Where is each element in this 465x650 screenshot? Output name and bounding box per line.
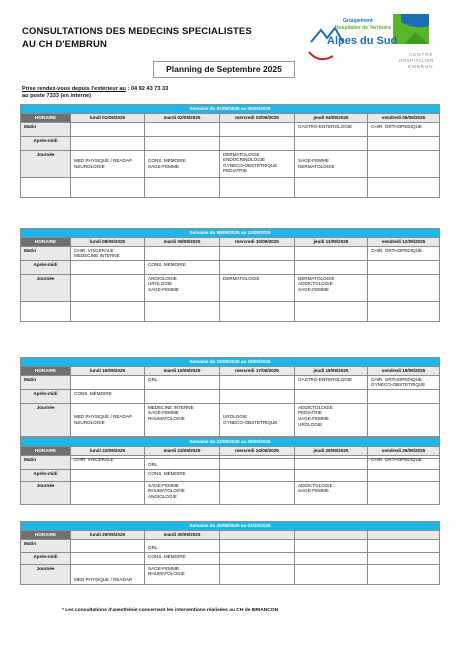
horaire-header: HORAIRE	[21, 113, 71, 122]
schedule-cell: ORL	[145, 455, 220, 469]
day-header: mardi 23/09/2025	[145, 446, 220, 455]
horaire-header: HORAIRE	[21, 237, 71, 246]
schedule-cell	[71, 136, 145, 150]
schedule-cell	[71, 469, 145, 481]
day-header: mardi 30/09/2025	[145, 530, 220, 539]
day-header: vendredi 05/09/2025	[368, 113, 440, 122]
schedule-cell: MED PHYSIQUE / READAP. NEUROLOGIE	[71, 403, 145, 436]
week-title: Semaine du 29/09/2025 au 03/10/2025	[21, 522, 440, 531]
empty-row-cell	[71, 177, 145, 197]
logo-text-2: Hospitalier de Territoire	[335, 25, 392, 31]
schedule-cell: SAGE-FEMME RHUMATOLOGIE	[145, 564, 220, 584]
schedule-cell: ADDICTOLOGIE PEDIATRIE SAGE-FEMME UROLOGIE	[295, 403, 368, 436]
schedule-cell: MED PHYSIQUE / READAP.	[71, 564, 145, 584]
schedule-cell	[368, 260, 440, 274]
horaire-header: HORAIRE	[21, 446, 71, 455]
schedule-cell	[295, 564, 368, 584]
schedule-cell	[71, 274, 145, 301]
day-header: mardi 02/09/2025	[145, 113, 220, 122]
day-header: lundi 22/09/2025	[71, 446, 145, 455]
week-table	[20, 437, 440, 505]
week-title: Semaine du 15/09/2025 au 19/09/2025	[21, 358, 440, 367]
schedule-cell	[368, 403, 440, 436]
schedule-cell	[220, 389, 295, 403]
schedule-cell	[145, 136, 220, 150]
schedule-cell	[368, 469, 440, 481]
horaire-header: HORAIRE	[21, 366, 71, 375]
schedule-cell: ORL	[145, 539, 220, 552]
schedule-cell: CONS. MÉMOIRE	[145, 552, 220, 564]
week-title: Semaine du 22/09/2025 au 26/09/2025	[21, 438, 440, 447]
logo-text-3: Alpes du Sud	[327, 35, 398, 47]
schedule-cell: CONS. MEMOIRE	[145, 260, 220, 274]
day-header: lundi 15/09/2025	[71, 366, 145, 375]
contact-internal: au poste 7333 (en interne)	[22, 93, 92, 99]
empty-row-cell	[145, 301, 220, 321]
schedule-cell	[220, 469, 295, 481]
day-header: lundi 01/09/2025	[71, 113, 145, 122]
row-label-journee: Journée	[21, 564, 71, 584]
schedule-cell: ANGIOLOGIE UROLOGIE SAGE-FEMME	[145, 274, 220, 301]
row-label-journee: Journée	[21, 403, 71, 436]
row-label-apres-midi: Après-midi	[21, 389, 71, 403]
schedule-cell: CHIR. ORTHOPEDIQUE	[368, 455, 440, 469]
empty-row-cell	[145, 177, 220, 197]
schedule-cell: SAGE-FEMME RHUMATOLOGIE ANGIOLOGIE	[145, 481, 220, 504]
schedule-cell: CHIR. ORTHOPEDIQUE	[368, 122, 440, 136]
schedule-cell	[295, 260, 368, 274]
week-table	[20, 228, 440, 322]
schedule-cell: CHIR. VISCERALE MEDECINE INTERNE	[71, 246, 145, 260]
schedule-cell: ADDICTOLOGIE SAGE-FEMME	[295, 481, 368, 504]
day-header: jeudi 18/09/2025	[295, 366, 368, 375]
empty-row-cell	[295, 177, 368, 197]
week-title: Semaine du 01/09/2025 au 05/09/2025	[21, 105, 440, 114]
schedule-cell: GASTRO-ENTEROLOGIE	[295, 375, 368, 389]
contact-label: Prise rendez-vous depuis l'extérieur au	[22, 86, 126, 92]
empty-row-cell	[220, 301, 295, 321]
schedule-cell	[368, 389, 440, 403]
day-header: lundi 29/09/2025	[71, 530, 145, 539]
schedule-cell: CHIR. ORTHOPEDIQUE	[368, 246, 440, 260]
schedule-cell	[368, 552, 440, 564]
logo-graphic	[305, 12, 445, 78]
schedule-cell	[220, 136, 295, 150]
schedule-cell: GASTRO-ENTEROLOGIE	[295, 122, 368, 136]
logo-text-5: HOSPITALIER	[399, 58, 434, 63]
schedule-cell: CONS. MÉMOIRE	[71, 389, 145, 403]
row-label-matin: Matin	[21, 455, 71, 469]
row-label-journee: Journée	[21, 150, 71, 177]
schedule-cell: UROLOGIE GYNECO-OBSTETRIQUE	[220, 403, 295, 436]
day-header	[368, 530, 440, 539]
schedule-cell	[368, 274, 440, 301]
day-header: mercredi 10/09/2025	[220, 237, 295, 246]
schedule-cell	[220, 375, 295, 389]
day-header: vendredi 19/09/2025	[368, 366, 440, 375]
day-header: jeudi 25/09/2025	[295, 446, 368, 455]
schedule-cell: MED PHYSIQUE / READAP. NEUROLOGIE	[71, 150, 145, 177]
schedule-cell	[295, 539, 368, 552]
schedule-cell: ORL	[145, 375, 220, 389]
empty-row-cell	[368, 177, 440, 197]
row-label-matin: Matin	[21, 539, 71, 552]
week-title: Semaine du 08/09/2025 au 12/09/2025	[21, 229, 440, 238]
empty-row-cell	[21, 177, 71, 197]
schedule-cell	[295, 389, 368, 403]
contact-info	[22, 86, 168, 100]
schedule-cell	[145, 246, 220, 260]
schedule-cell	[220, 564, 295, 584]
empty-row-cell	[71, 301, 145, 321]
schedule-cell	[220, 122, 295, 136]
schedule-cell	[220, 539, 295, 552]
document-title	[22, 25, 252, 51]
schedule-cell	[220, 246, 295, 260]
schedule-cell: DERMATOLOGIE ADDICTOLOGIE SAGE-FEMME	[295, 274, 368, 301]
schedule-cell	[368, 539, 440, 552]
schedule-cell	[295, 469, 368, 481]
row-label-apres-midi: Après-midi	[21, 469, 71, 481]
schedule-cell	[71, 375, 145, 389]
row-label-matin: Matin	[21, 375, 71, 389]
schedule-cell: MEDECINE INTERNE SAGE-FEMME RHUMATOLOGIE	[145, 403, 220, 436]
schedule-cell	[71, 122, 145, 136]
row-label-matin: Matin	[21, 246, 71, 260]
day-header: vendredi 12/09/2025	[368, 237, 440, 246]
schedule-cell	[145, 389, 220, 403]
schedule-cell: CHIR. ORTHOPEDIQUE GYNECO-OBSTETRIQUE	[368, 375, 440, 389]
schedule-cell	[295, 246, 368, 260]
footnote: * Les consultations d'anesthésie concernent les interventions réalisées au CH de BRIANCON	[62, 608, 279, 613]
week-table	[20, 104, 440, 198]
schedule-cell: DERMATOLOGIE ENDOCRINOLOGIE GYNECO-OBSTETRIQUE PEDIATRIE	[220, 150, 295, 177]
schedule-cell	[71, 539, 145, 552]
schedule-cell	[368, 481, 440, 504]
row-label-apres-midi: Après-midi	[21, 260, 71, 274]
schedule-cell	[145, 122, 220, 136]
empty-row-cell	[220, 177, 295, 197]
day-header: mardi 09/09/2025	[145, 237, 220, 246]
schedule-cell	[368, 136, 440, 150]
schedule-cell	[295, 552, 368, 564]
schedule-cell: SAGE-FEMME DERMATOLOGIE	[295, 150, 368, 177]
day-header	[295, 530, 368, 539]
day-header: jeudi 11/09/2025	[295, 237, 368, 246]
logo-text-4: CENTRE	[409, 52, 434, 57]
schedule-cell: CONS. MEMOIRE SAGE-FEMME	[145, 150, 220, 177]
schedule-cell: CHIR. VISCERALE	[71, 455, 145, 469]
schedule-cell	[368, 564, 440, 584]
row-label-journee: Journée	[21, 274, 71, 301]
day-header: lundi 08/09/2025	[71, 237, 145, 246]
schedule-cell: DERMATOLOGIE	[220, 274, 295, 301]
planning-title: Planning de Septembre 2025	[153, 61, 295, 78]
empty-row-cell	[21, 301, 71, 321]
week-table	[20, 521, 440, 585]
schedule-cell: CONS. MÉMOIRE	[145, 469, 220, 481]
schedule-cell	[295, 455, 368, 469]
day-header: mercredi 17/09/2025	[220, 366, 295, 375]
title-line-2: AU CH D'EMBRUN	[22, 39, 107, 50]
row-label-journee: Journée	[21, 481, 71, 504]
schedule-cell	[220, 552, 295, 564]
schedule-cell	[220, 455, 295, 469]
horaire-header: HORAIRE	[21, 530, 71, 539]
schedule-cell	[71, 552, 145, 564]
day-header: mercredi 24/09/2025	[220, 446, 295, 455]
empty-row-cell	[295, 301, 368, 321]
row-label-apres-midi: Après-midi	[21, 136, 71, 150]
day-header	[220, 530, 295, 539]
schedule-cell	[71, 260, 145, 274]
schedule-cell	[71, 481, 145, 504]
hospital-logo	[305, 12, 445, 78]
row-label-matin: Matin	[21, 122, 71, 136]
empty-row-cell	[368, 301, 440, 321]
schedule-cell	[220, 481, 295, 504]
logo-text-6: EMBRUN	[408, 64, 434, 69]
day-header: mardi 16/09/2025	[145, 366, 220, 375]
day-header: mercredi 03/09/2025	[220, 113, 295, 122]
day-header: jeudi 04/09/2025	[295, 113, 368, 122]
schedule-cell	[368, 150, 440, 177]
row-label-apres-midi: Après-midi	[21, 552, 71, 564]
logo-text-1: Groupement	[343, 18, 373, 24]
schedule-cell	[295, 136, 368, 150]
schedule-cell	[220, 260, 295, 274]
day-header: vendredi 26/09/2025	[368, 446, 440, 455]
title-line-1: CONSULTATIONS DES MEDECINS SPECIALISTES	[22, 26, 252, 37]
logo-red-swoosh	[309, 52, 333, 59]
contact-phone: : 04 92 43 73 33	[127, 86, 169, 92]
